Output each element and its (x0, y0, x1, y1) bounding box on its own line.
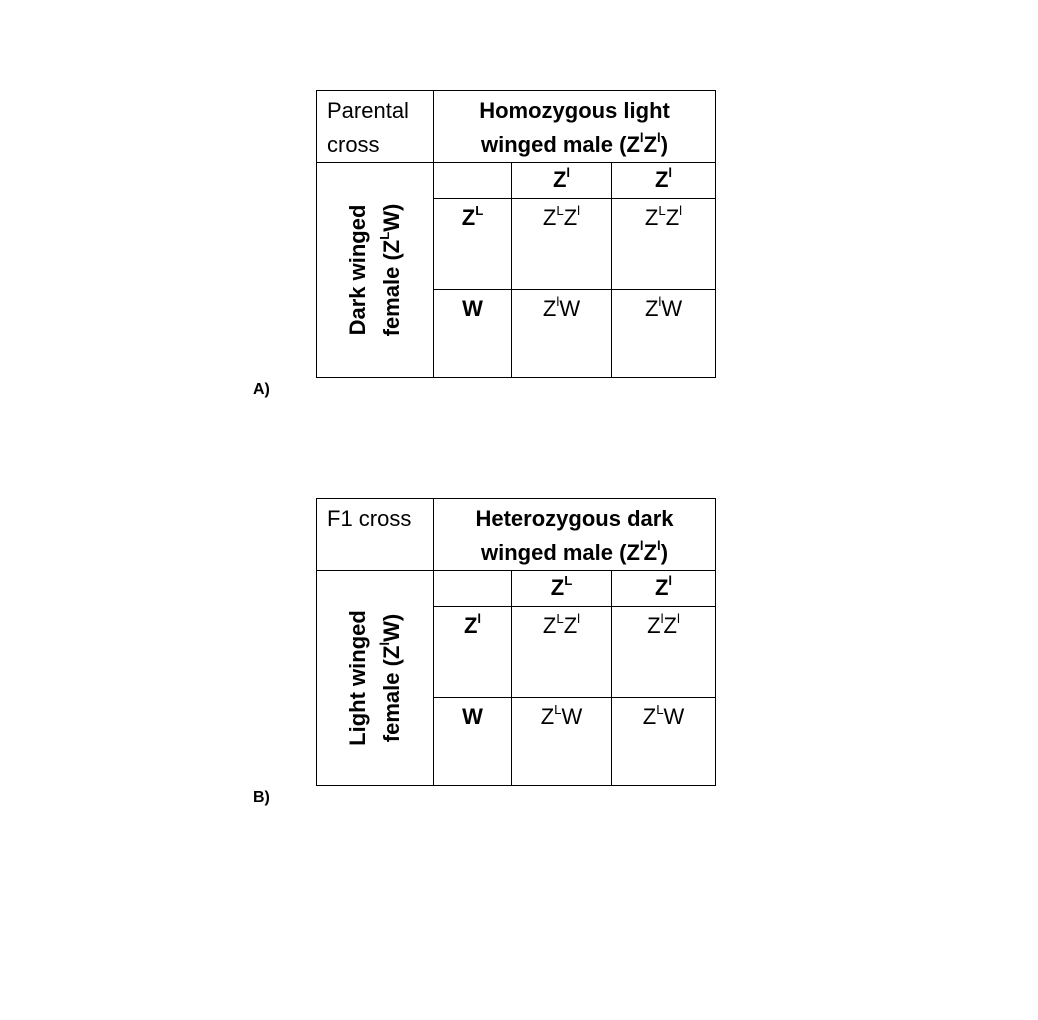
female-end: W) (379, 203, 404, 232)
g-b2: Z (563, 205, 578, 230)
female-allele (434, 199, 512, 290)
g-s2: l (577, 202, 581, 218)
allele-base: Z (654, 575, 669, 600)
allele-base: Z (550, 575, 565, 600)
allele-sup: l (477, 610, 482, 626)
g-b1: Z (542, 613, 557, 638)
offspring-genotype (512, 199, 612, 290)
female-title-line1: Light winged (345, 610, 370, 746)
g-s1: L (656, 701, 664, 717)
g-b1: Z (647, 613, 661, 638)
g-s2: l (676, 610, 680, 626)
male-allele (512, 163, 612, 199)
cross-label (317, 91, 434, 163)
g-b1: Z (540, 704, 555, 729)
g-b2: W (559, 296, 581, 321)
g-s1: L (554, 701, 562, 717)
female-parent-title (317, 163, 434, 378)
male-sup2: l (657, 129, 661, 145)
male-end: ) (660, 132, 669, 157)
male-end: ) (660, 540, 669, 565)
offspring-genotype (512, 607, 612, 698)
male-mid: Z (643, 540, 658, 565)
female-allele (434, 698, 512, 786)
offspring-genotype (612, 698, 716, 786)
g-s1: L (556, 610, 564, 626)
g-b1: Z (644, 296, 659, 321)
punnett-square-f1 (316, 498, 716, 786)
allele-sup: l (668, 164, 673, 180)
g-b2: W (663, 704, 685, 729)
allele-base: W (462, 296, 483, 321)
male-sup1: l (639, 129, 644, 145)
male-parent-title (434, 91, 716, 163)
allele-sup: L (475, 202, 484, 218)
g-b2: Z (563, 613, 578, 638)
g-b2: Z (663, 613, 677, 638)
g-b2: W (661, 296, 683, 321)
allele-base: W (462, 704, 483, 729)
allele-base: Z (463, 613, 478, 638)
offspring-genotype (512, 290, 612, 378)
female-sup: L (376, 231, 392, 240)
male-allele (512, 571, 612, 607)
offspring-genotype (612, 607, 716, 698)
g-b1: Z (644, 205, 659, 230)
female-end: W) (379, 613, 404, 642)
g-s1: l (556, 293, 560, 309)
empty-corner-cell (434, 163, 512, 199)
g-s1: l (658, 293, 662, 309)
g-b1: Z (542, 205, 557, 230)
g-b2: W (561, 704, 583, 729)
panel-a-label: A) (253, 381, 270, 398)
female-allele (434, 290, 512, 378)
g-s2: l (577, 610, 581, 626)
male-title-line1: Heterozygous dark (475, 506, 674, 531)
offspring-genotype (612, 199, 716, 290)
male-sup1: l (639, 537, 644, 553)
female-title-line2: female (Z (379, 645, 404, 743)
male-title-line2: winged male (Z (480, 540, 640, 565)
punnett-square-parental (316, 90, 716, 378)
allele-base: Z (654, 167, 669, 192)
g-s1: l (660, 610, 664, 626)
male-mid: Z (643, 132, 658, 157)
cross-label-line2: cross (327, 132, 380, 157)
g-b2: Z (665, 205, 680, 230)
g-s2: l (679, 202, 683, 218)
male-allele (612, 163, 716, 199)
empty-corner-cell (434, 571, 512, 607)
female-title-line1: Dark winged (345, 204, 370, 336)
male-parent-title (434, 499, 716, 571)
panel-b-label: B) (253, 789, 270, 806)
cross-label-line1: Parental (327, 98, 409, 123)
allele-base: Z (552, 167, 567, 192)
female-allele (434, 607, 512, 698)
cross-label (317, 499, 434, 571)
cross-label-line1: F1 cross (327, 506, 412, 531)
allele-sup: L (564, 572, 573, 588)
female-title-line2: female (Z (379, 239, 404, 337)
g-b1: Z (542, 296, 557, 321)
allele-sup: l (566, 164, 571, 180)
female-parent-title (317, 571, 434, 786)
male-sup2: l (657, 537, 661, 553)
g-s1: L (556, 202, 564, 218)
male-allele (612, 571, 716, 607)
offspring-genotype (612, 290, 716, 378)
g-b1: Z (642, 704, 657, 729)
g-s1: L (658, 202, 666, 218)
female-sup: l (376, 641, 392, 646)
male-title-line2: winged male (Z (480, 132, 640, 157)
male-title-line1: Homozygous light (479, 98, 670, 123)
offspring-genotype (512, 698, 612, 786)
allele-base: Z (461, 205, 476, 230)
allele-sup: l (668, 572, 673, 588)
